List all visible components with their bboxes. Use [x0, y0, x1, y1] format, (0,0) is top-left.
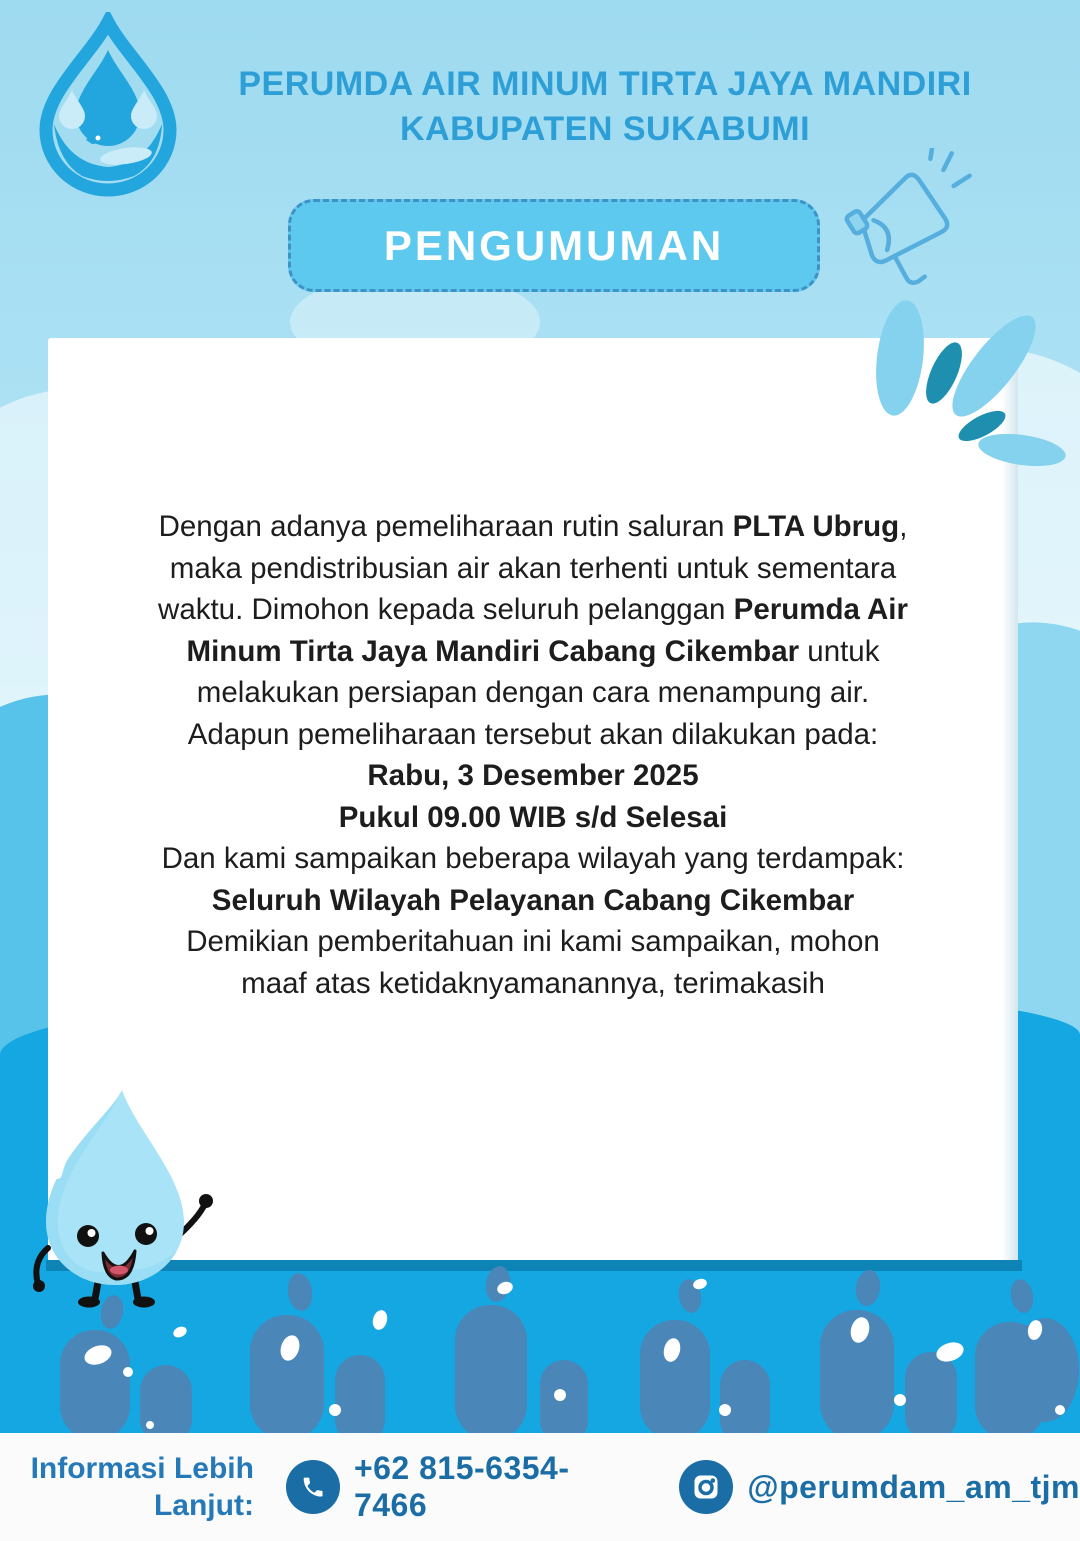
announcement-line: Dengan adanya pemeliharaan rutin saluran PLTA Ubrug,: [158, 510, 908, 543]
announcement-line: Rabu, 3 Desember 2025: [367, 759, 699, 792]
instagram-icon: [679, 1460, 733, 1514]
announcement-banner: [288, 199, 820, 292]
banner-title: PENGUMUMAN: [383, 221, 725, 269]
phone-number: +62 815-6354-7466: [353, 1450, 570, 1523]
announcement-line: Demikian pemberitahuan ini kami sampaikan, mohon: [186, 925, 880, 958]
splash-petals-decoration: [862, 288, 1072, 478]
announcement-line: Pukul 09.00 WIB s/d Selesai: [338, 800, 728, 834]
instagram-contact: [679, 1460, 1080, 1514]
organization-title: [190, 62, 1020, 152]
announcement-line: maka pendistribusian air akan terhenti untuk sementara: [169, 551, 897, 585]
announcement-line: maaf atas ketidaknyamanannya, terimakasih: [241, 966, 825, 1000]
announcement-line: waktu. Dimohon kepada seluruh pelanggan Perumda Air: [158, 593, 908, 626]
announcement-body: [48, 506, 1018, 1004]
organization-region: KABUPATEN SUKABUMI: [399, 110, 811, 148]
water-drop-mascot: [18, 1086, 213, 1316]
footer-contact-bar: [0, 1433, 1080, 1541]
organization-name: PERUMDA AIR MINUM TIRTA JAYA MANDIRI: [238, 65, 972, 103]
announcement-line: Minum Tirta Jaya Mandiri Cabang Cikembar untuk: [186, 634, 880, 668]
phone-contact: [286, 1450, 633, 1524]
water-drop-hand-logo: [28, 12, 188, 202]
footer-info-label-line1: Informasi Lebih: [30, 1452, 254, 1485]
footer-info-label-line2: Lanjut:: [153, 1489, 254, 1522]
phone-icon: [286, 1460, 340, 1514]
footer-info-label: [28, 1450, 254, 1524]
announcement-line: Adapun pemeliharaan tersebut akan dilakukan pada:: [187, 717, 879, 751]
megaphone-icon: [815, 148, 990, 308]
announcement-line: melakukan persiapan dengan cara menampung air.: [196, 676, 870, 709]
announcement-line: Dan kami sampaikan beberapa wilayah yang terdampak:: [161, 842, 905, 875]
instagram-handle: @perumdam_am_tjm: [747, 1468, 1080, 1505]
announcement-line: Seluruh Wilayah Pelayanan Cabang Cikembar: [211, 883, 855, 917]
